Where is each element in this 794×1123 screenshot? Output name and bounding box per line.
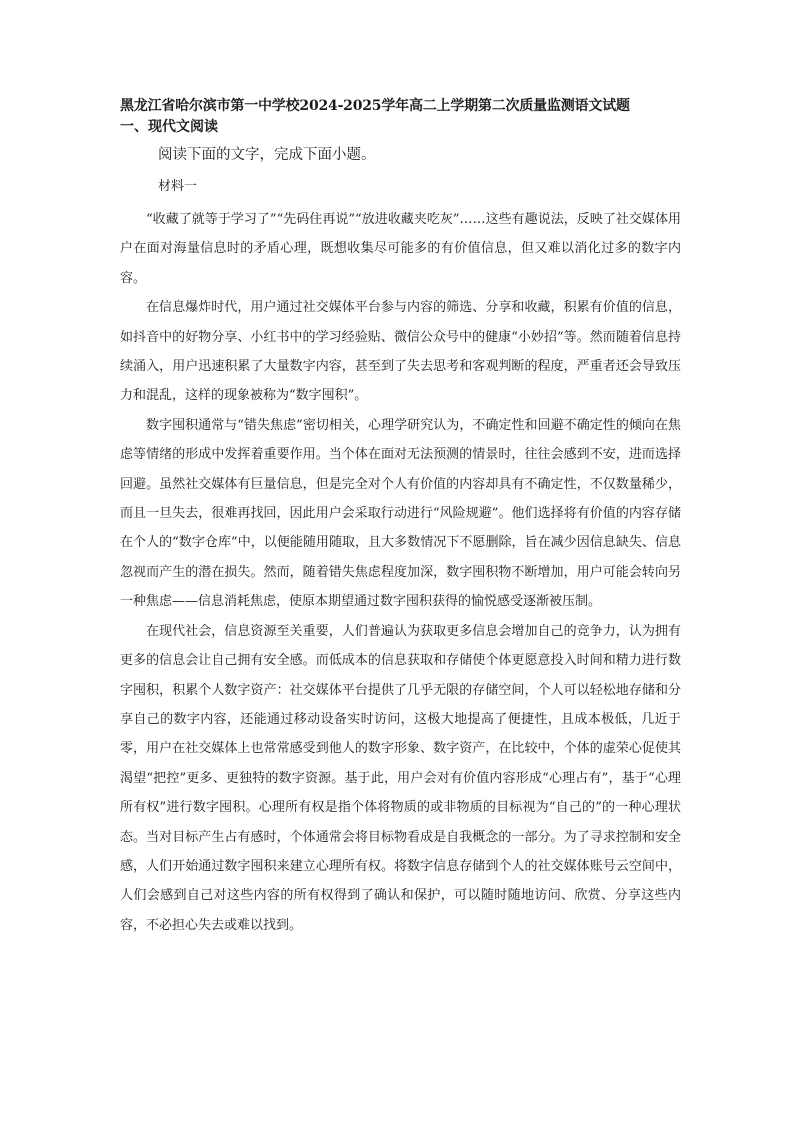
exam-title: 黑龙江省哈尔滨市第一中学校2024-2025学年高二上学期第二次质量监测语文试题 (120, 98, 630, 114)
section-heading: 一、现代文阅读 (120, 119, 218, 135)
paragraph: 在现代社会，信息资源至关重要，人们普遍认为获取更多信息会增加自己的竞争力，认为拥有更多的信息会让自己拥有安全感。而低成本的信息获取和存储使个体更愿意投入时间和精力进行数字囤积，积累个人数字资产：社交媒体平台提供了几乎无限的存储空间，个人可以轻松地存储和分享自己的数字内容，还能通过移动设备实时访问，这极大地提高了便捷性，且成本极低，几近于零，用户在社交媒体上也常常感受到他人的数字形象、数字资产，在比较中，个体的虚荣心促使其渴望“把控”更多、更独特的数字资源。基于此，用户会对有价值内容形成“心理占有”，基于“心理所有权”进行数字囤积。心理所有权是指个体将物质的或非物质的目标视为“自己的”的一种心理状态。当对目标产生占有感时，个体通常会将目标物看成是自我概念的一部分。为了寻求控制和安全感，人们开始通过数字囤积来建立心理所有权。将数字信息存储到个人的社交媒体账号云空间中，人们会感到自己对这些内容的所有权得到了确认和保护，可以随时随地访问、欣赏、分享这些内容，不必担心失去或难以找到。 (120, 623, 681, 933)
paragraph: “收藏了就等于学习了”“先码住再说”“放进收藏夹吃灰”……这些有趣说法，反映了社交媒体用户在面对海量信息时的矛盾心理，既想收集尽可能多的有价值信息，但又难以消化过多的数字内容。 (120, 212, 681, 286)
paragraph: 数字囤积通常与“错失焦虑”密切相关，心理学研究认为，不确定性和回避不确定性的倾向在焦虑等情绪的形成中发挥着重要作用。当个体在面对无法预测的情景时，往往会感到不安，进而选择回避。虽然社交媒体有巨量信息，但是完全对个人有价值的内容却具有不确定性，不仅数量稀少，而且一旦失去，很难再找回，因此用户会采取行动进行“风险规避”。他们选择将有价值的内容存储在个人的“数字仓库”中，以便能随用随取，且大多数情况下不愿删除，旨在减少因信息缺失、信息忽视而产生的潜在损失。然而，随着错失焦虑程度加深，数字囤积物不断增加，用户可能会转向另一种焦虑——信息消耗焦虑，使原本期望通过数字囤积获得的愉悦感受逐渐被压制。 (120, 417, 681, 610)
material-label: 材料一 (158, 179, 198, 194)
paragraph: 在信息爆炸时代，用户通过社交媒体平台参与内容的筛选、分享和收藏，积累有价值的信息，如抖音中的好物分享、小红书中的学习经验贴、微信公众号中的健康“小妙招”等。然而随着信息持续涌入，用户迅速积累了大量数字内容，甚至到了失去思考和客观判断的程度，严重者还会导致压力和混乱，这样的现象被称为“数字囤积”。 (120, 300, 681, 404)
reading-instruction: 阅读下面的文字，完成下面小题。 (158, 147, 376, 163)
article-body (120, 205, 681, 940)
